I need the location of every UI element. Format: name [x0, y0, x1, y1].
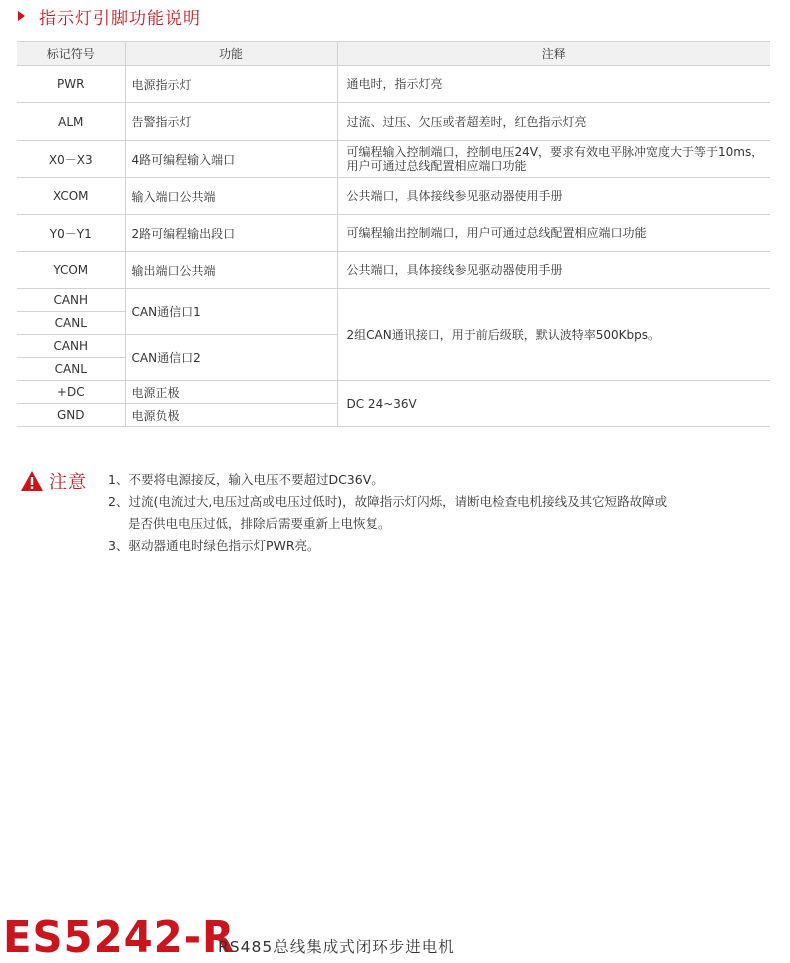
cell-mark: YCOM — [17, 252, 125, 289]
table-row — [17, 252, 770, 289]
table-header-row — [17, 42, 770, 66]
cell-mark: X0－X3 — [17, 141, 125, 178]
header-mark: 标记符号 — [17, 42, 125, 66]
cell-function: 电源负极 — [125, 404, 337, 427]
list-item: 3、驱动器通电时绿色指示灯PWR亮。 — [108, 538, 320, 553]
cell-note: 可编程输入控制端口，控制电压24V，要求有效电平脉冲宽度大于等于10ms，用户可通过总线配置相应端口功能 — [337, 141, 770, 178]
cell-function: 电源正极 — [125, 381, 337, 404]
section-header — [18, 5, 201, 27]
notice-list — [108, 469, 667, 557]
notice-label: 注意 — [49, 472, 87, 493]
cell-note: 公共端口，具体接线参见驱动器使用手册 — [337, 252, 770, 289]
cell-mark: ALM — [17, 103, 125, 141]
cell-mark: GND — [17, 404, 125, 427]
table-row — [17, 103, 770, 141]
table-row — [17, 289, 770, 312]
cell-note: DC 24~36V — [337, 381, 770, 427]
cell-note: 过流、过压、欠压或者超差时，红色指示灯亮 — [337, 103, 770, 141]
product-logo: ES5242-R — [3, 912, 236, 963]
cell-function: 告警指示灯 — [125, 103, 337, 141]
header-note: 注释 — [337, 42, 770, 66]
cell-note: 通电时，指示灯亮 — [337, 66, 770, 103]
list-item: 2、过流(电流过大,电压过高或电压过低时)，故障指示灯闪烁，请断电检查电机接线及其它短路故障或 — [108, 494, 668, 509]
cell-function: 电源指示灯 — [125, 66, 337, 103]
cell-mark: CANH — [17, 289, 125, 312]
cell-function: 4路可编程输入端口 — [125, 141, 337, 178]
cell-function: 2路可编程输出段口 — [125, 215, 337, 252]
table-row — [17, 215, 770, 252]
cell-note: 2组CAN通讯接口，用于前后级联，默认波特率500Kbps。 — [337, 289, 770, 381]
table-row — [17, 66, 770, 103]
warning-triangle-icon — [20, 470, 44, 492]
notice-heading — [20, 468, 87, 494]
cell-function: 输入端口公共端 — [125, 178, 337, 215]
triangle-right-icon — [18, 11, 25, 21]
cell-note: 可编程输出控制端口，用户可通过总线配置相应端口功能 — [337, 215, 770, 252]
brand — [3, 912, 247, 963]
cell-function: CAN通信口1 — [125, 289, 337, 335]
list-item: 1、不要将电源接反，输入电压不要超过DC36V。 — [108, 472, 384, 487]
section-title: 指示灯引脚功能说明 — [39, 8, 201, 29]
product-subtitle: RS485总线集成式闭环步进电机 — [218, 938, 455, 956]
table-row — [17, 381, 770, 404]
header-function: 功能 — [125, 42, 337, 66]
cell-mark: CANH — [17, 335, 125, 358]
cell-mark: Y0－Y1 — [17, 215, 125, 252]
cell-mark: +DC — [17, 381, 125, 404]
table-row — [17, 178, 770, 215]
cell-mark: CANL — [17, 358, 125, 381]
cell-function: CAN通信口2 — [125, 335, 337, 381]
list-item: 是否供电电压过低，排除后需要重新上电恢复。 — [128, 516, 391, 531]
cell-function: 输出端口公共端 — [125, 252, 337, 289]
cell-mark: XCOM — [17, 178, 125, 215]
cell-note: 公共端口，具体接线参见驱动器使用手册 — [337, 178, 770, 215]
cell-mark: CANL — [17, 312, 125, 335]
cell-mark: PWR — [17, 66, 125, 103]
table-row — [17, 141, 770, 178]
pin-function-table — [17, 41, 770, 427]
